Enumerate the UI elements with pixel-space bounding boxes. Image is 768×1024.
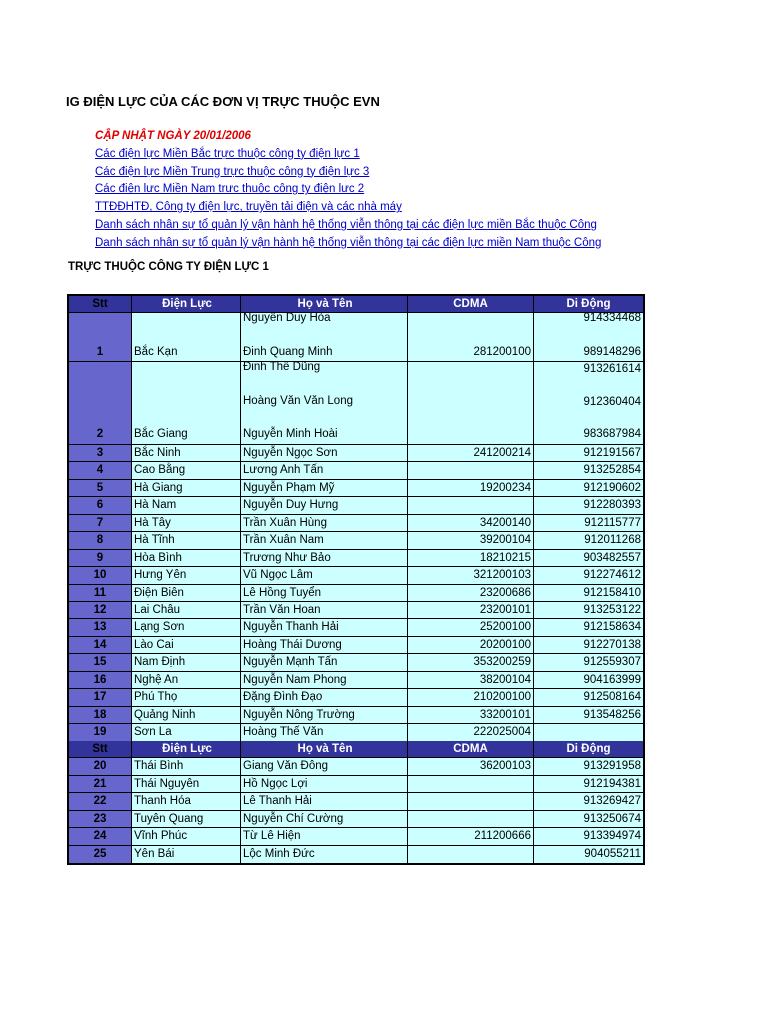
cell-dien-luc: Bắc Ninh [132, 445, 241, 461]
cell-dien-luc: Bắc Giang [134, 428, 188, 440]
header-di-dong: Di Động [566, 298, 611, 310]
header-ho-ten: Họ và Tên [241, 741, 408, 757]
cell-stt: 14 [69, 637, 132, 653]
cell-phone: 913394974 [583, 830, 641, 843]
cell-stt: 17 [69, 689, 132, 705]
table-row [69, 707, 643, 724]
cell-phone: 913291958 [583, 760, 641, 773]
cell-phone: 903482557 [583, 551, 641, 564]
cell-stt: 18 [69, 707, 132, 723]
cell-name: Lương Anh Tấn [241, 462, 408, 478]
link-dispatch-centers[interactable]: TTĐĐHTĐ, Công ty điện lực, truyền tải điện và các nhà máy [95, 201, 402, 214]
table-header-repeat [69, 741, 643, 758]
table-row [69, 445, 643, 462]
cell-stt: 20 [69, 758, 132, 774]
cell-name: Trương Như Bảo [241, 550, 408, 566]
link-south-pc2[interactable]: Các điện lực Miền Nam trực thuộc công ty điện lực 2 [95, 183, 365, 196]
link-telecom-staff-south[interactable]: Danh sách nhân sự tổ quản lý vận hành hệ thống viễn thông tại các điện lực miền Nam thuộc Công [95, 236, 602, 249]
cell-name: Lê Thanh Hải [241, 793, 408, 809]
cell-name: Đặng Đình Đạo [241, 689, 408, 705]
cell-name: Vũ Ngọc Lâm [241, 567, 408, 583]
cell-cdma: 23200686 [408, 585, 534, 601]
table-row [69, 550, 643, 567]
cell-cdma: 321200103 [408, 567, 534, 583]
cell-name: Lộc Minh Đức [241, 846, 408, 863]
cell-phone: 913253122 [583, 603, 641, 616]
cell-name: Giang Văn Đông [241, 758, 408, 774]
cell-cdma [408, 776, 534, 792]
cell-phone: 913269427 [583, 795, 641, 808]
cell-name: Nguyễn Nam Phong [241, 672, 408, 688]
cell-stt: 21 [69, 776, 132, 792]
table-body-a [69, 445, 643, 741]
table-row [69, 828, 643, 845]
cell-phone: 904163999 [583, 673, 641, 686]
cell-cdma [408, 846, 534, 863]
cell-stt: 8 [69, 532, 132, 548]
cell-cdma: 38200104 [408, 672, 534, 688]
cell-phone: 912158634 [583, 621, 641, 634]
cell-stt: 22 [69, 793, 132, 809]
cell-stt: 3 [69, 445, 132, 461]
cell-phone: 904055211 [584, 847, 641, 860]
table-row [69, 462, 643, 479]
table-row [69, 515, 643, 532]
table-row [69, 567, 643, 584]
cell-dien-luc: Thái Bình [132, 758, 241, 774]
cell-name: Nguyễn Thanh Hải [241, 619, 408, 635]
cell-cdma: 36200103 [408, 758, 534, 774]
cell-name: Nguyễn Duy Hưng [241, 497, 408, 513]
cell-phone: 912270138 [583, 638, 641, 651]
cell-dien-luc: Hà Giang [132, 480, 241, 496]
table-row [69, 758, 643, 775]
cell-phone: 913252854 [583, 464, 641, 477]
cell-name: Nguyễn Minh Hoài [243, 428, 338, 440]
header-cdma: CDMA [408, 296, 534, 312]
table-row [69, 672, 643, 689]
cell-dien-luc: Hà Tây [132, 515, 241, 531]
cell-stt: 7 [69, 515, 132, 531]
cell-stt: 12 [69, 602, 132, 618]
cell-stt: 16 [69, 672, 132, 688]
cell-stt: 10 [69, 567, 132, 583]
table-row [69, 793, 643, 810]
cell-name: Nguyễn Mạnh Tấn [241, 654, 408, 670]
cell-phone: 989148296 [583, 346, 641, 358]
section-title: TRỰC THUỘC CÔNG TY ĐIỆN LỰC 1 [68, 261, 269, 273]
cell-name: Hồ Ngọc Lợi [241, 776, 408, 792]
cell-stt: 23 [69, 811, 132, 827]
cell-name: Trần Xuân Nam [241, 532, 408, 548]
cell-phone: 912190602 [583, 481, 641, 494]
cell-cdma: 19200234 [408, 480, 534, 496]
cell-dien-luc: Hưng Yên [132, 567, 241, 583]
cell-phone: 912274612 [583, 569, 641, 582]
cell-dien-luc: Tuyên Quang [132, 811, 241, 827]
cell-name: Hoàng Văn Văn Long [243, 395, 353, 407]
cell-phone: 913250674 [583, 812, 641, 825]
cell-phone: 912559307 [583, 656, 641, 669]
cell-name: Nguyễn Nông Trường [241, 707, 408, 723]
table-row [69, 313, 643, 362]
cell-dien-luc: Hòa Bình [132, 550, 241, 566]
cell-stt: 15 [69, 654, 132, 670]
table-row [69, 619, 643, 636]
cell-phone: 912011268 [584, 534, 641, 547]
table-row [69, 776, 643, 793]
cell-name: Nguyễn Chí Cường [241, 811, 408, 827]
cell-dien-luc: Vĩnh Phúc [132, 828, 241, 844]
header-stt: Stt [69, 741, 132, 757]
table-row [69, 637, 643, 654]
cell-dien-luc: Lai Châu [132, 602, 241, 618]
cell-stt: 9 [69, 550, 132, 566]
cell-name: Đinh Quang Minh [243, 346, 333, 358]
cell-phone: 914334468 [583, 313, 641, 324]
cell-name: Nguyễn Duy Hòa [243, 313, 331, 324]
table-row [69, 362, 643, 445]
cell-phone: 912115777 [584, 516, 641, 529]
table-row [69, 532, 643, 549]
header-stt: Stt [69, 296, 132, 312]
contact-table [67, 294, 645, 865]
cell-dien-luc: Nam Định [132, 654, 241, 670]
cell-phone [534, 724, 643, 741]
table-row [69, 585, 643, 602]
cell-cdma: 39200104 [408, 532, 534, 548]
cell-phone: 983687984 [583, 428, 641, 440]
cell-dien-luc: Nghệ An [132, 672, 241, 688]
cell-stt: 1 [96, 346, 104, 358]
table-row [69, 724, 643, 741]
cell-stt: 4 [69, 462, 132, 478]
cell-stt: 19 [69, 724, 132, 741]
cell-phone: 912280393 [583, 499, 641, 512]
cell-dien-luc: Yên Bái [132, 846, 241, 863]
cell-name: Nguyễn Phạm Mỹ [241, 480, 408, 496]
cell-phone: 913261614 [583, 363, 641, 375]
cell-cdma: 210200100 [408, 689, 534, 705]
cell-cdma [408, 426, 533, 442]
header-di-dong: Di Động [566, 743, 611, 756]
cell-cdma: 25200100 [408, 619, 534, 635]
cell-cdma: 353200259 [408, 654, 534, 670]
cell-cdma: 33200101 [408, 707, 534, 723]
cell-cdma: 18210215 [408, 550, 534, 566]
table-row [69, 846, 643, 863]
cell-name: Nguyễn Ngọc Sơn [241, 445, 408, 461]
cell-stt: 2 [96, 428, 104, 440]
cell-name: Lê Hồng Tuyển [241, 585, 408, 601]
cell-dien-luc: Thái Nguyên [132, 776, 241, 792]
cell-phone: 912360404 [583, 396, 641, 408]
cell-cdma [408, 462, 534, 478]
cell-dien-luc: Điện Biên [132, 585, 241, 601]
cell-dien-luc: Lạng Sơn [132, 619, 241, 635]
cell-name: Trần Xuân Hùng [241, 515, 408, 531]
header-cdma: CDMA [408, 741, 534, 757]
cell-dien-luc: Cao Bằng [132, 462, 241, 478]
cell-cdma [408, 497, 534, 513]
cell-phone: 913548256 [583, 708, 641, 721]
link-telecom-staff-north[interactable]: Danh sách nhân sự tổ quản lý vận hành hệ thống viễn thông tại các điện lực miền Bắc thuộc Công [95, 218, 597, 231]
cell-cdma [408, 793, 534, 809]
table-row [69, 480, 643, 497]
cell-name: Hoàng Thái Dương [241, 637, 408, 653]
table-row [69, 497, 643, 514]
cell-cdma: 211200666 [408, 828, 534, 844]
cell-cdma: 20200100 [408, 637, 534, 653]
cell-dien-luc: Hà Nam [132, 497, 241, 513]
cell-dien-luc: Bắc Kạn [134, 346, 178, 358]
cell-dien-luc: Sơn La [132, 724, 241, 741]
page-title: IG ĐIỆN LỰC CỦA CÁC ĐƠN VỊ TRỰC THUỘC EVN [66, 94, 380, 109]
cell-dien-luc: Thanh Hóa [132, 793, 241, 809]
cell-name: Hoàng Thế Văn [241, 724, 408, 741]
cell-cdma: 281200100 [473, 346, 531, 358]
cell-stt: 24 [69, 828, 132, 844]
cell-cdma: 23200101 [408, 602, 534, 618]
table-body-b [69, 758, 643, 863]
table-row [69, 654, 643, 671]
header-dien-luc: Điện Lực [132, 741, 241, 757]
link-north-pc1[interactable]: Các điện lực Miền Bắc trực thuộc công ty điện lực 1 [95, 147, 360, 160]
cell-stt: 5 [69, 480, 132, 496]
cell-cdma: 222025004 [408, 724, 534, 741]
cell-name: Từ Lê Hiện [241, 828, 408, 844]
cell-phone: 912158410 [583, 586, 641, 599]
cell-name: Trần Văn Hoan [241, 602, 408, 618]
cell-phone: 912191567 [583, 447, 641, 459]
cell-stt: 13 [69, 619, 132, 635]
cell-dien-luc: Phú Thọ [132, 689, 241, 705]
cell-cdma: 241200214 [408, 445, 534, 461]
link-list [95, 128, 645, 253]
cell-cdma: 34200140 [408, 515, 534, 531]
header-ho-ten: Họ và Tên [241, 296, 408, 312]
table-header [69, 296, 643, 313]
cell-cdma [408, 811, 534, 827]
cell-phone: 912508164 [583, 691, 641, 704]
cell-dien-luc: Hà Tĩnh [132, 532, 241, 548]
header-dien-luc: Điện Lực [132, 296, 241, 312]
cell-name: Đinh Thế Dũng [243, 362, 321, 373]
cell-stt: 11 [69, 585, 132, 601]
cell-dien-luc: Quảng Ninh [132, 707, 241, 723]
table-row [69, 811, 643, 828]
cell-dien-luc: Lào Cai [132, 637, 241, 653]
update-note: CẬP NHẬT NGÀY 20/01/2006 [95, 130, 251, 142]
table-row [69, 602, 643, 619]
link-central-pc3[interactable]: Các điện lực Miền Trung trực thuộc công ty điện lực 3 [95, 165, 370, 178]
cell-stt: 25 [69, 846, 132, 863]
table-row [69, 689, 643, 706]
cell-phone: 912194381 [583, 777, 641, 790]
cell-stt: 6 [69, 497, 132, 513]
